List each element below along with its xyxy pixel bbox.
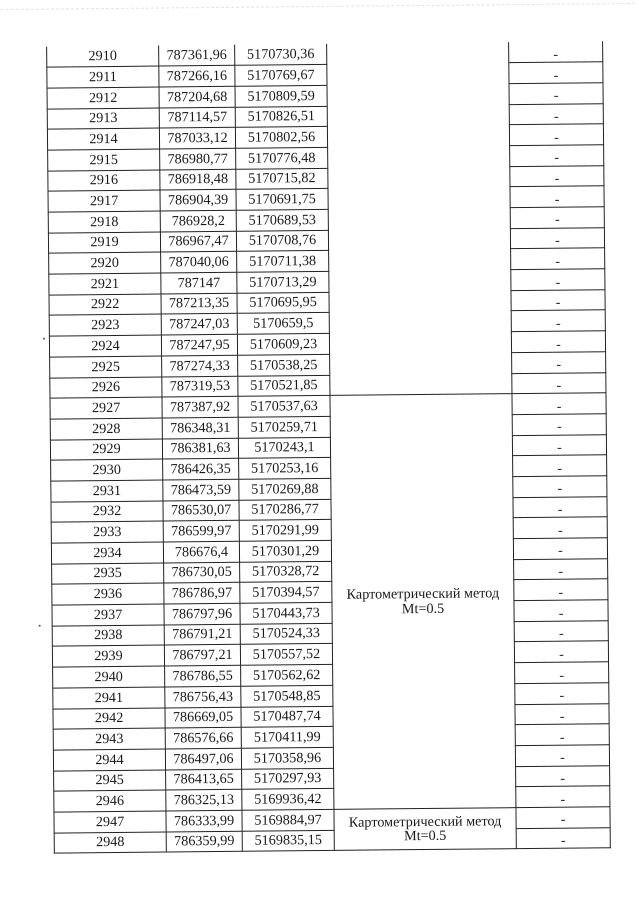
point-number-cell: 2945 — [54, 770, 166, 792]
x-coordinate-cell: 787361,96 — [159, 45, 235, 66]
y-coordinate-cell: 5170809,59 — [235, 85, 327, 107]
point-number-cell: 2933 — [51, 521, 163, 543]
point-number-cell: 2932 — [51, 501, 163, 523]
x-coordinate-cell: 787319,53 — [162, 376, 238, 397]
y-coordinate-cell: 5170443,73 — [240, 602, 332, 624]
dash-cell: - — [509, 62, 603, 84]
point-number-cell: 2937 — [52, 604, 164, 626]
point-number-cell: 2941 — [53, 687, 165, 709]
point-number-cell: 2920 — [49, 252, 161, 274]
y-coordinate-cell: 5169835,15 — [242, 830, 334, 852]
point-number-cell: 2947 — [54, 811, 166, 833]
x-coordinate-cell: 786797,96 — [164, 603, 240, 624]
x-coordinate-cell: 786786,55 — [165, 665, 241, 686]
x-coordinate-cell: 786676,4 — [163, 541, 239, 562]
y-coordinate-cell: 5170259,71 — [238, 416, 330, 438]
y-coordinate-cell: 5170769,67 — [235, 65, 327, 87]
x-coordinate-cell: 786325,13 — [166, 790, 242, 811]
x-coordinate-cell: 786359,99 — [166, 831, 242, 852]
x-coordinate-cell: 786918,48 — [160, 169, 236, 190]
y-coordinate-cell: 5170557,52 — [240, 644, 332, 666]
dash-cell: - — [515, 662, 609, 684]
dash-cell: - — [510, 165, 604, 187]
dash-cell: - — [512, 414, 606, 436]
x-coordinate-cell: 787213,35 — [161, 293, 237, 314]
method-name: Картометрический метод — [346, 585, 500, 604]
y-coordinate-cell: 5170691,75 — [236, 189, 328, 211]
y-coordinate-cell: 5170521,85 — [238, 375, 330, 397]
x-coordinate-cell: 786967,47 — [160, 231, 236, 252]
x-coordinate-cell: 787033,12 — [159, 128, 235, 149]
dash-cell: - — [510, 227, 604, 249]
y-coordinate-cell: 5170715,82 — [236, 168, 328, 190]
point-number-cell: 2923 — [49, 314, 161, 336]
y-coordinate-cell: 5170776,48 — [236, 147, 328, 169]
y-coordinate-cell: 5170297,93 — [242, 768, 334, 790]
point-number-cell: 2915 — [48, 149, 160, 171]
dash-cell: - — [509, 103, 603, 125]
dash-cell: - — [515, 703, 609, 725]
y-coordinate-cell: 5170713,29 — [237, 271, 329, 293]
dash-cell: - — [511, 290, 605, 312]
y-coordinate-cell: 5170301,29 — [239, 540, 331, 562]
dash-cell: - — [510, 186, 604, 208]
y-coordinate-cell: 5170826,51 — [235, 106, 327, 128]
y-coordinate-cell: 5170524,33 — [240, 623, 332, 645]
dash-cell: - — [514, 579, 608, 601]
method-cell — [334, 808, 516, 851]
x-coordinate-cell: 786530,07 — [163, 500, 239, 521]
dash-cell: - — [514, 558, 608, 580]
point-number-cell: 2926 — [50, 377, 162, 399]
x-coordinate-cell: 787147 — [161, 272, 237, 293]
point-number-cell: 2921 — [49, 273, 161, 295]
x-coordinate-cell: 786333,99 — [166, 810, 242, 831]
y-coordinate-cell: 5169884,97 — [242, 809, 334, 831]
x-coordinate-cell: 786599,97 — [163, 521, 239, 542]
dash-cell: - — [514, 620, 608, 642]
method-cell-empty — [327, 42, 512, 395]
x-coordinate-cell: 786426,35 — [163, 459, 239, 480]
scan-speck — [39, 625, 41, 627]
dash-cell: - — [513, 538, 607, 560]
point-number-cell: 2938 — [52, 625, 164, 647]
point-number-cell: 2936 — [52, 583, 164, 605]
dash-cell: - — [510, 207, 604, 229]
x-coordinate-cell: 786576,66 — [165, 727, 241, 748]
y-coordinate-cell: 5170802,56 — [235, 127, 327, 149]
point-number-cell: 2935 — [52, 563, 164, 585]
y-coordinate-cell: 5170659,5 — [237, 313, 329, 335]
y-coordinate-cell: 5170689,53 — [236, 209, 328, 231]
y-coordinate-cell: 5170548,85 — [241, 685, 333, 707]
y-coordinate-cell: 5170243,1 — [238, 437, 330, 459]
coordinates-table — [46, 41, 611, 854]
dash-cell: - — [512, 352, 606, 374]
dash-cell: - — [511, 331, 605, 353]
point-number-cell: 2946 — [54, 790, 166, 812]
x-coordinate-cell: 786980,77 — [160, 148, 236, 169]
y-coordinate-cell: 5170487,74 — [241, 706, 333, 728]
dash-cell: - — [514, 600, 608, 622]
point-number-cell: 2911 — [47, 66, 159, 88]
method-cell — [330, 394, 516, 809]
x-coordinate-cell: 786348,31 — [162, 417, 238, 438]
x-coordinate-cell: 787247,95 — [161, 334, 237, 355]
dash-cell: - — [509, 41, 603, 63]
x-coordinate-cell: 786797,21 — [164, 645, 240, 666]
y-coordinate-cell: 5170286,77 — [239, 499, 331, 521]
dash-cell: - — [513, 455, 607, 477]
y-coordinate-cell: 5170730,36 — [235, 44, 327, 66]
y-coordinate-cell: 5170328,72 — [240, 561, 332, 583]
point-number-cell: 2924 — [49, 335, 161, 357]
dash-cell: - — [515, 683, 609, 705]
dash-cell: - — [514, 641, 608, 663]
point-number-cell: 2928 — [50, 418, 162, 440]
point-number-cell: 2912 — [47, 87, 159, 109]
y-coordinate-cell: 5170358,96 — [241, 747, 333, 769]
x-coordinate-cell: 786730,05 — [164, 562, 240, 583]
y-coordinate-cell: 5170562,62 — [241, 665, 333, 687]
y-coordinate-cell: 5170253,16 — [239, 458, 331, 480]
scan-edge-noise — [0, 3, 635, 11]
dash-cell: - — [513, 496, 607, 518]
x-coordinate-cell: 787387,92 — [162, 396, 238, 417]
y-coordinate-cell: 5170411,99 — [241, 727, 333, 749]
x-coordinate-cell: 787204,68 — [159, 86, 235, 107]
point-number-cell: 2944 — [53, 749, 165, 771]
y-coordinate-cell: 5170695,95 — [237, 292, 329, 314]
x-coordinate-cell: 786786,97 — [164, 583, 240, 604]
point-number-cell: 2925 — [50, 356, 162, 378]
point-number-cell: 2913 — [47, 108, 159, 130]
y-coordinate-cell: 5170708,76 — [236, 230, 328, 252]
y-coordinate-cell: 5170537,63 — [238, 396, 330, 418]
x-coordinate-cell: 786473,59 — [163, 479, 239, 500]
x-coordinate-cell: 786904,39 — [160, 190, 236, 211]
scan-speck — [43, 338, 45, 340]
y-coordinate-cell: 5169936,42 — [242, 789, 334, 811]
x-coordinate-cell: 787274,33 — [162, 355, 238, 376]
x-coordinate-cell: 786669,05 — [165, 707, 241, 728]
method-accuracy: Mt=0.5 — [403, 827, 447, 845]
point-number-cell: 2939 — [52, 645, 164, 667]
y-coordinate-cell: 5170269,88 — [239, 478, 331, 500]
point-number-cell: 2918 — [48, 211, 160, 233]
x-coordinate-cell: 787040,06 — [161, 252, 237, 273]
dash-cell: - — [516, 827, 610, 849]
y-coordinate-cell: 5170291,99 — [239, 520, 331, 542]
y-coordinate-cell: 5170711,38 — [237, 251, 329, 273]
x-coordinate-cell: 786381,63 — [162, 438, 238, 459]
dash-cell: - — [516, 807, 610, 829]
x-coordinate-cell: 787247,03 — [161, 314, 237, 335]
x-coordinate-cell: 786497,06 — [165, 748, 241, 769]
point-number-cell: 2940 — [53, 666, 165, 688]
dash-cell: - — [510, 145, 604, 167]
point-number-cell: 2914 — [47, 128, 159, 150]
dash-cell: - — [509, 83, 603, 105]
dash-cell: - — [513, 476, 607, 498]
x-coordinate-cell: 787114,57 — [159, 107, 235, 128]
dash-cell: - — [511, 310, 605, 332]
point-number-cell: 2931 — [51, 480, 163, 502]
dash-cell: - — [512, 372, 606, 394]
point-number-cell: 2916 — [48, 170, 160, 192]
x-coordinate-cell: 787266,16 — [159, 65, 235, 86]
y-coordinate-cell: 5170609,23 — [237, 334, 329, 356]
dash-cell: - — [516, 765, 610, 787]
point-number-cell: 2943 — [53, 728, 165, 750]
x-coordinate-cell: 786791,21 — [164, 624, 240, 645]
point-number-cell: 2934 — [51, 542, 163, 564]
point-number-cell: 2942 — [53, 708, 165, 730]
dash-cell: - — [512, 393, 606, 415]
dash-cell: - — [512, 434, 606, 456]
point-number-cell: 2922 — [49, 294, 161, 316]
point-number-cell: 2948 — [54, 832, 166, 854]
point-number-cell: 2927 — [50, 397, 162, 419]
dash-cell: - — [511, 248, 605, 270]
point-number-cell: 2917 — [48, 190, 160, 212]
table-row — [54, 827, 610, 853]
dash-cell: - — [515, 724, 609, 746]
y-coordinate-cell: 5170538,25 — [238, 354, 330, 376]
x-coordinate-cell: 786928,2 — [160, 210, 236, 231]
coordinates-table-body — [47, 41, 611, 853]
method-name: Картометрический метод — [348, 813, 502, 831]
point-number-cell: 2919 — [48, 232, 160, 254]
y-coordinate-cell: 5170394,57 — [240, 582, 332, 604]
point-number-cell: 2910 — [47, 46, 159, 68]
method-accuracy: Mt=0.5 — [401, 600, 445, 617]
point-number-cell: 2930 — [51, 459, 163, 481]
dash-cell: - — [515, 745, 609, 767]
x-coordinate-cell: 786413,65 — [166, 769, 242, 790]
dash-cell: - — [511, 269, 605, 291]
point-number-cell: 2929 — [50, 439, 162, 461]
dash-cell: - — [509, 124, 603, 146]
dash-cell: - — [516, 786, 610, 808]
dash-cell: - — [513, 517, 607, 539]
x-coordinate-cell: 786756,43 — [165, 686, 241, 707]
